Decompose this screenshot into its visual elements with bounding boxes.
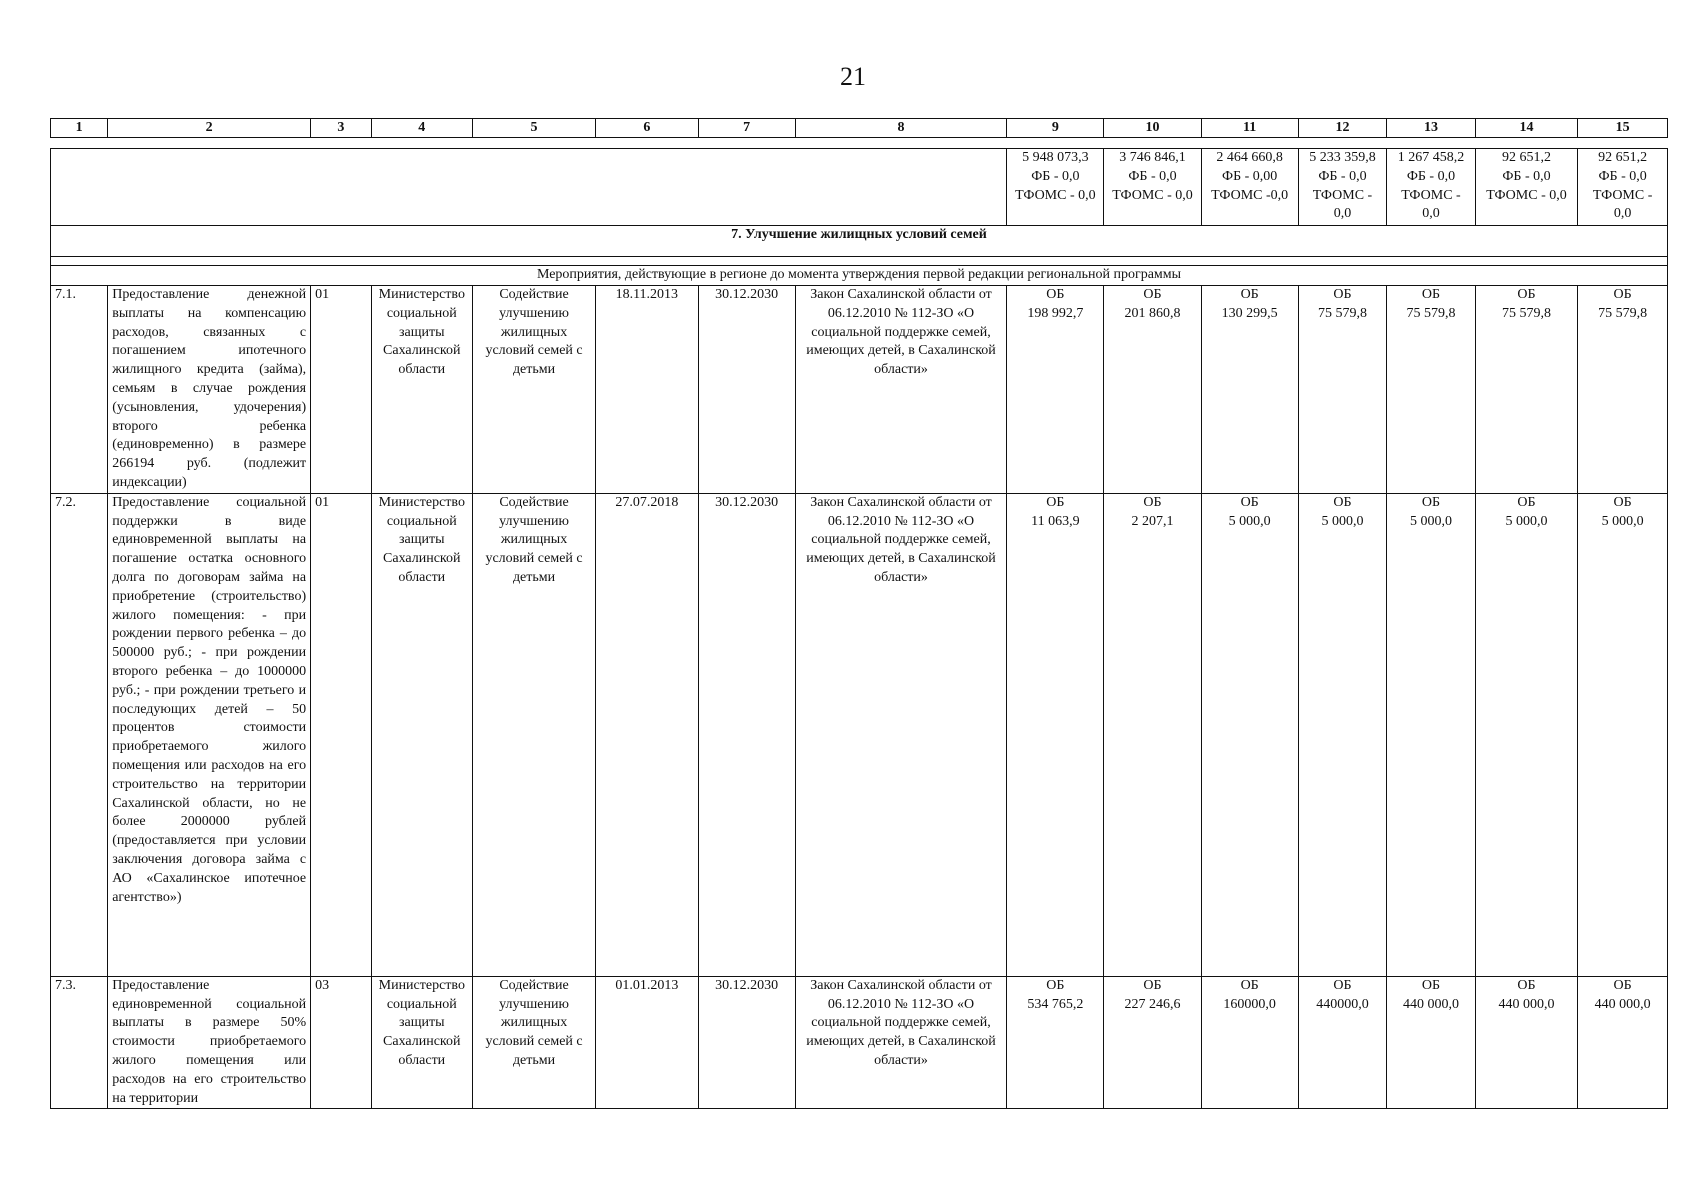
row-code: 01 [311, 493, 371, 976]
funding-amount: 5 000,0 [1505, 513, 1548, 529]
total-value: 92 651,2 [1501, 150, 1551, 165]
funding-14 [1475, 493, 1578, 976]
funding-9 [1007, 493, 1104, 976]
column-number-11: 11 [1201, 119, 1298, 138]
funding-source: ОБ [1143, 287, 1162, 302]
total-fb: ФБ - 0,0 [1128, 168, 1177, 184]
funding-amount: 440 000,0 [1498, 996, 1555, 1012]
end-date: 30.12.2030 [698, 493, 795, 976]
total-cell-12 [1298, 149, 1387, 226]
start-date: 01.01.2013 [596, 976, 699, 1109]
total-fb: ФБ - 0,0 [1318, 168, 1367, 184]
funding-12 [1298, 493, 1387, 976]
column-number-15: 15 [1578, 119, 1668, 138]
total-tfoms-value: 0,0 [1613, 206, 1632, 222]
column-number-13: 13 [1387, 119, 1476, 138]
end-date: 30.12.2030 [698, 286, 795, 494]
column-number-6: 6 [596, 119, 699, 138]
funding-11 [1201, 493, 1298, 976]
funding-15 [1578, 976, 1668, 1109]
program-table [50, 148, 1668, 1109]
total-fb: ФБ - 0,00 [1222, 168, 1278, 184]
executor: Министерство социальной защиты Сахалинской области [371, 286, 472, 494]
funding-source: ОБ [1613, 977, 1632, 993]
funding-15 [1578, 493, 1668, 976]
funding-13 [1387, 286, 1476, 494]
measure-description: Предоставление социальной поддержки в виде единовременной выплаты на погашение остатка основного долга по договорам займа на приобретение (строительство) жилого помещения: - при рождении первого ребенка – до 500000 руб.; - при рождении второго ребенка – до 1000000 руб.; - при рождении третьего и последующих детей – 50 процентов стоимости приобретаемого жилого помещения или расходов на его строительство на территории Сахалинской области, но не более 2000000 рублей (предоставляется при условии заключения договора займа с АО «Сахалинское ипотечное агентство») [108, 493, 311, 976]
funding-amount: 5 000,0 [1228, 513, 1271, 529]
funding-14 [1475, 286, 1578, 494]
total-value: 92 651,2 [1598, 150, 1648, 165]
funding-amount: 198 992,7 [1027, 305, 1084, 321]
column-number-9: 9 [1007, 119, 1104, 138]
funding-amount: 75 579,8 [1598, 305, 1648, 321]
row-number: 7.3. [51, 976, 108, 1109]
funding-amount: 5 000,0 [1409, 513, 1452, 529]
funding-10 [1104, 286, 1201, 494]
total-tfoms: ТФОМС - [1592, 187, 1653, 203]
subsection-title: Мероприятия, действующие в регионе до момента утверждения первой редакции региональной программы [51, 266, 1668, 286]
total-tfoms: ТФОМС - 0,0 [1015, 187, 1096, 203]
funding-source: ОБ [1240, 287, 1259, 302]
funding-amount: 75 579,8 [1317, 305, 1367, 321]
funding-11 [1201, 976, 1298, 1109]
executor: Министерство социальной защиты Сахалинской области [371, 493, 472, 976]
funding-amount: 130 299,5 [1221, 305, 1278, 321]
total-cell-11 [1201, 149, 1298, 226]
funding-10 [1104, 493, 1201, 976]
total-fb: ФБ - 0,0 [1598, 168, 1647, 184]
total-fb: ФБ - 0,0 [1502, 168, 1551, 184]
funding-source: ОБ [1613, 287, 1632, 302]
funding-amount: 5 000,0 [1601, 513, 1644, 529]
section-title: 7. Улучшение жилищных условий семей [51, 226, 1668, 257]
funding-source: ОБ [1046, 287, 1065, 302]
total-tfoms: ТФОМС - 0,0 [1486, 187, 1567, 203]
funding-9 [1007, 976, 1104, 1109]
total-fb: ФБ - 0,0 [1031, 168, 1080, 184]
table-row [51, 286, 1668, 494]
column-number-1: 1 [51, 119, 108, 138]
funding-amount: 440 000,0 [1402, 996, 1459, 1012]
total-cell-9 [1007, 149, 1104, 226]
funding-source: ОБ [1517, 494, 1536, 510]
funding-amount: 160000,0 [1223, 996, 1276, 1012]
funding-15 [1578, 286, 1668, 494]
total-tfoms: ТФОМС -0,0 [1211, 187, 1289, 203]
funding-amount: 534 765,2 [1027, 996, 1084, 1012]
legal-basis: Закон Сахалинской области от 06.12.2010 № 112-ЗО «О социальной поддержке семей, имеющих детей, в Сахалинской области» [795, 493, 1007, 976]
total-tfoms-value: 0,0 [1333, 206, 1352, 222]
funding-source: ОБ [1046, 977, 1065, 993]
funding-source: ОБ [1143, 977, 1162, 993]
funding-amount: 11 063,9 [1031, 513, 1080, 529]
goal: Содействие улучшению жилищных условий семей с детьми [473, 976, 596, 1109]
total-tfoms: ТФОМС - [1401, 187, 1461, 203]
totals-row [51, 149, 1668, 226]
funding-12 [1298, 976, 1387, 1109]
row-number: 7.1. [51, 286, 108, 494]
start-date: 27.07.2018 [596, 493, 699, 976]
column-number-4: 4 [371, 119, 472, 138]
funding-amount: 227 246,6 [1124, 996, 1181, 1012]
funding-11 [1201, 286, 1298, 494]
funding-source: ОБ [1333, 494, 1352, 510]
page-number: 21 [840, 62, 866, 91]
total-value: 5 233 359,8 [1309, 150, 1376, 165]
total-cell-13 [1387, 149, 1476, 226]
column-number-2: 2 [108, 119, 311, 138]
executor: Министерство социальной защиты Сахалинской области [371, 976, 472, 1109]
legal-basis: Закон Сахалинской области от 06.12.2010 № 112-ЗО «О социальной поддержке семей, имеющих детей, в Сахалинской области» [795, 976, 1007, 1109]
row-number: 7.2. [51, 493, 108, 976]
funding-source: ОБ [1333, 977, 1352, 993]
funding-source: ОБ [1421, 977, 1441, 993]
total-cell-15 [1578, 149, 1668, 226]
funding-amount: 201 860,8 [1124, 305, 1181, 321]
funding-amount: 440 000,0 [1594, 996, 1651, 1012]
column-number-12: 12 [1298, 119, 1387, 138]
funding-amount: 5 000,0 [1321, 513, 1364, 529]
measure-description: Предоставление единовременной социальной выплаты в размере 50% стоимости приобретаемого жилого помещения или расходов на его строительство на территории [108, 976, 311, 1109]
funding-source: ОБ [1517, 287, 1536, 302]
table-row [51, 493, 1668, 976]
funding-source: ОБ [1517, 977, 1536, 993]
legal-basis: Закон Сахалинской области от 06.12.2010 № 112-ЗО «О социальной поддержке семей, имеющих детей, в Сахалинской области» [795, 286, 1007, 494]
funding-source: ОБ [1240, 977, 1259, 993]
funding-source: ОБ [1240, 494, 1259, 510]
funding-10 [1104, 976, 1201, 1109]
funding-13 [1387, 493, 1476, 976]
funding-source: ОБ [1333, 287, 1352, 302]
funding-source: ОБ [1613, 494, 1632, 510]
funding-amount: 2 207,1 [1131, 513, 1174, 529]
totals-blank-cell [51, 149, 1007, 226]
total-value: 5 948 073,3 [1022, 150, 1089, 165]
section-spacer [51, 257, 1668, 266]
funding-12 [1298, 286, 1387, 494]
column-number-8: 8 [795, 119, 1007, 138]
column-number-header [50, 118, 1668, 138]
funding-source: ОБ [1421, 494, 1441, 510]
total-cell-14 [1475, 149, 1578, 226]
column-number-5: 5 [473, 119, 596, 138]
funding-13 [1387, 976, 1476, 1109]
funding-14 [1475, 976, 1578, 1109]
total-tfoms: ТФОМС - [1312, 187, 1373, 203]
row-code: 03 [311, 976, 371, 1109]
total-tfoms-value: 0,0 [1422, 206, 1440, 222]
start-date: 18.11.2013 [596, 286, 699, 494]
column-number-7: 7 [698, 119, 795, 138]
funding-source: ОБ [1421, 287, 1441, 302]
total-fb: ФБ - 0,0 [1406, 168, 1456, 184]
column-number-10: 10 [1104, 119, 1201, 138]
goal: Содействие улучшению жилищных условий семей с детьми [473, 286, 596, 494]
funding-amount: 440000,0 [1316, 996, 1369, 1012]
funding-amount: 75 579,8 [1406, 305, 1456, 321]
column-number-3: 3 [311, 119, 371, 138]
column-number-14: 14 [1475, 119, 1578, 138]
total-tfoms: ТФОМС - 0,0 [1112, 187, 1193, 203]
funding-amount: 75 579,8 [1501, 305, 1551, 321]
total-cell-10 [1104, 149, 1201, 226]
goal: Содействие улучшению жилищных условий семей с детьми [473, 493, 596, 976]
funding-source: ОБ [1143, 494, 1162, 510]
table-row [51, 976, 1668, 1109]
funding-source: ОБ [1046, 494, 1065, 510]
row-code: 01 [311, 286, 371, 494]
total-value: 3 746 846,1 [1119, 150, 1186, 165]
end-date: 30.12.2030 [698, 976, 795, 1109]
total-value: 2 464 660,8 [1216, 150, 1283, 165]
measure-description: Предоставление денежной выплаты на компенсацию расходов, связанных с погашением ипотечного жилищного кредита (займа), семьям в случае рождения (усыновления, удочерения) второго ребенка (единовременно) в размере 266194 руб. (подлежит индексации) [108, 286, 311, 494]
funding-9 [1007, 286, 1104, 494]
total-value: 1 267 458,2 [1397, 150, 1465, 165]
